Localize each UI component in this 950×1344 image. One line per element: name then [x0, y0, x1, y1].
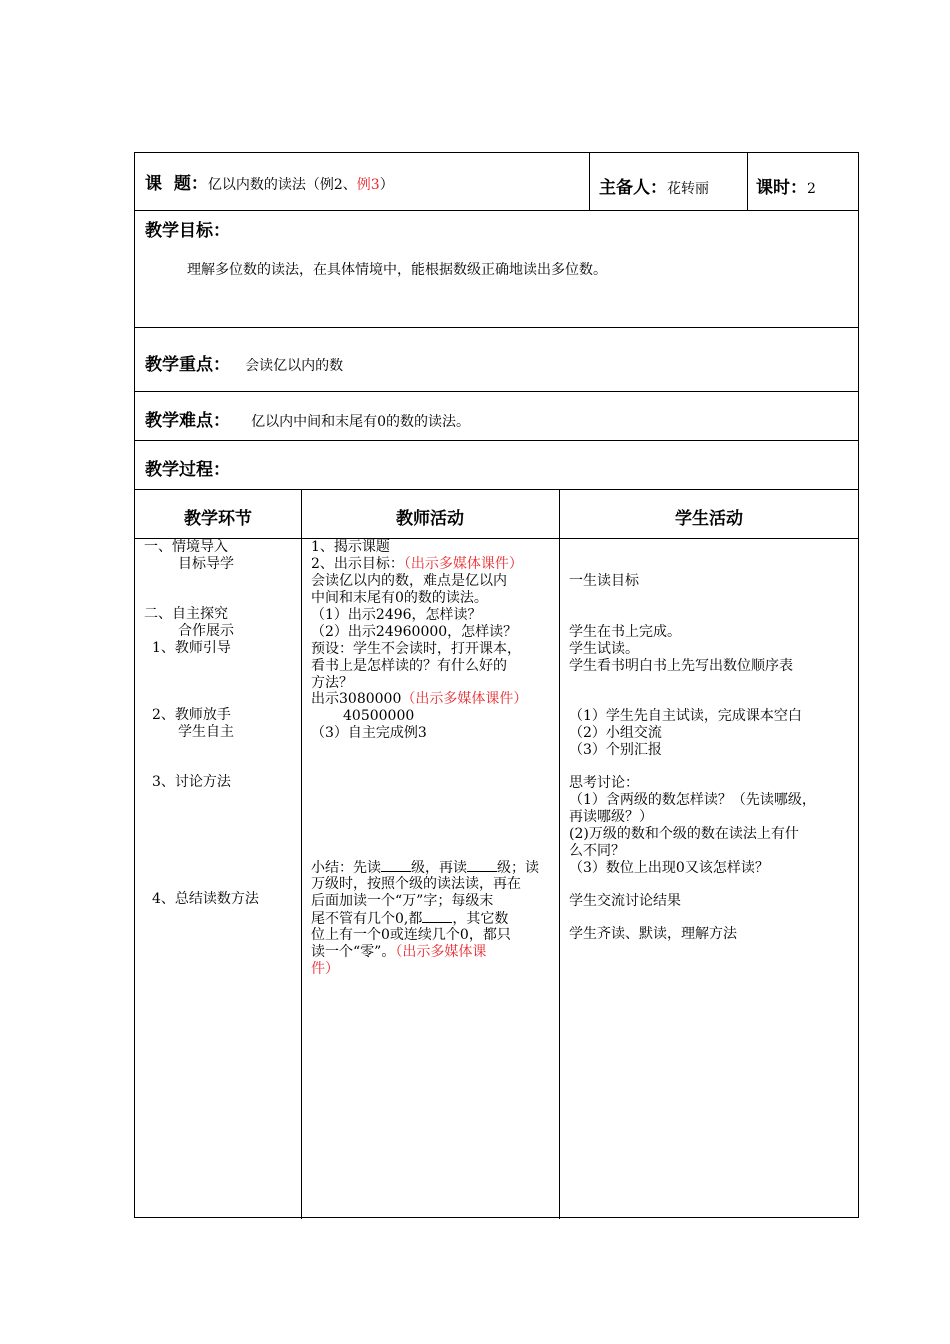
student-line: 学生试读。 [569, 641, 639, 657]
teacher-line: 2、出示目标： [311, 556, 404, 572]
teacher-multimedia-note: （出示多媒体课件） [401, 691, 528, 707]
student-line: （1）含两级的数怎样读？（先读哪级， [569, 792, 816, 808]
topic-label: 课 题： [145, 174, 208, 194]
teacher-multimedia-note: （出示多媒体课件） [403, 556, 523, 572]
teacher-line: 1、揭示课题 [311, 539, 390, 555]
stage-1b: 目标导学 [178, 556, 234, 572]
teacher-line: 出示3080000 [311, 691, 402, 707]
stage-1: 一、情境导入 [144, 539, 228, 555]
student-line: 学生在书上完成。 [569, 624, 681, 640]
hours-label: 课时： [756, 178, 807, 198]
student-line: (2)万级的数和个级的数在读法上有什 [569, 826, 799, 842]
topic-text: 亿以内数的读法（例2、 [207, 177, 357, 193]
stage-3: 1、教师引导 [152, 640, 231, 656]
student-line: 学生看书明白书上先写出数位顺序表 [569, 658, 793, 674]
difficulty-label: 教学难点： [145, 411, 230, 431]
teacher-line: 看书上是怎样读的？有什么好的 [311, 658, 507, 674]
content-row [135, 539, 858, 1219]
student-line: （2）小组交流 [569, 725, 662, 741]
student-line: 思考讨论： [569, 775, 639, 791]
teacher-line: 40500000 [343, 708, 415, 724]
key-point-text: 会读亿以内的数 [245, 358, 344, 374]
process-label: 教学过程： [145, 460, 230, 480]
difficulty-text: 亿以内中间和末尾有0的数的读法。 [251, 414, 471, 430]
student-line: 再读哪级？） [569, 809, 653, 825]
summary-text: 级；读 [497, 860, 539, 876]
topic-close: ） [379, 177, 394, 193]
summary-text: 小结：先读 [311, 860, 381, 876]
stage-4: 2、教师放手 [152, 707, 231, 723]
student-line: 学生齐读、默读，理解方法 [569, 926, 737, 942]
teacher-line: 预设：学生不会读时，打开课本， [311, 641, 521, 657]
summary-text: 位上有一个0或连续几个0，都只 [311, 927, 511, 943]
student-line: 么不同？ [569, 843, 625, 859]
difficulty-row [135, 392, 858, 441]
stage-2b: 合作展示 [178, 623, 234, 639]
stage-4b: 学生自主 [178, 724, 234, 740]
column-header-stage: 教学环节 [184, 509, 252, 529]
blank-line [422, 910, 452, 923]
teacher-multimedia-note: 件） [311, 961, 339, 977]
student-line: （1）学生先自主试读，完成课本空白 [569, 708, 802, 724]
stage-6: 4、总结读数方法 [152, 891, 259, 907]
student-line: （3）数位上出现0又该怎样读？ [569, 860, 769, 876]
teacher-line: 中间和末尾有0的数的读法。 [311, 590, 488, 606]
summary-text: 后面加读一个“万”字；每级末 [311, 893, 494, 909]
teacher-line: 方法？ [311, 675, 353, 691]
objectives-row [135, 211, 858, 328]
student-line: 学生交流讨论结果 [569, 893, 681, 909]
key-point-label: 教学重点： [145, 355, 230, 375]
header-row [135, 153, 858, 211]
process-row [135, 441, 858, 490]
preparer-name: 花转丽 [667, 181, 709, 197]
objectives-text: 理解多位数的读法，在具体情境中，能根据数级正确地读出多位数。 [187, 262, 607, 278]
summary-text: 尾不管有几个0,都 [311, 911, 423, 927]
objectives-label: 教学目标： [145, 221, 230, 241]
column-header-student: 学生活动 [675, 509, 743, 529]
teacher-line: （2）出示24960000，怎样读？ [311, 624, 518, 640]
blank-line [381, 859, 411, 872]
preparer-label: 主备人： [599, 178, 667, 198]
topic-red: 例3 [356, 177, 380, 193]
summary-text: 万级时，按照个级的读法读，再在 [311, 876, 521, 892]
teacher-line: 会读亿以内的数，难点是亿以内 [311, 573, 507, 589]
summary-text: 读一个“零”。 [311, 944, 396, 960]
student-line: 一生读目标 [569, 573, 639, 589]
key-point-row [135, 328, 858, 392]
teacher-multimedia-note: （出示多媒体课 [395, 944, 487, 960]
column-header-teacher: 教师活动 [396, 509, 464, 529]
column-header-row [135, 490, 858, 539]
summary-text: ，其它数 [452, 911, 509, 927]
lesson-plan-table [134, 152, 859, 1218]
summary-text: 级，再读 [411, 860, 467, 876]
hours-value: 2 [807, 181, 816, 197]
stage-2: 二、自主探究 [144, 606, 228, 622]
stage-5: 3、讨论方法 [152, 774, 231, 790]
teacher-line: （1）出示2496，怎样读？ [311, 607, 482, 623]
blank-line [467, 859, 497, 872]
teacher-line: （3）自主完成例3 [311, 725, 427, 741]
student-line: （3）个别汇报 [569, 742, 662, 758]
